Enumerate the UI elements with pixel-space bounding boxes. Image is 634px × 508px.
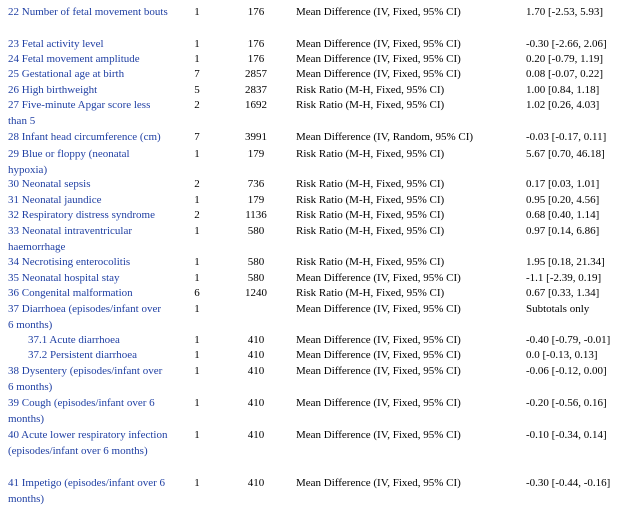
study-count: 2 — [194, 209, 200, 221]
participant-count: 410 — [247, 477, 265, 489]
participant-count: 1240 — [245, 287, 267, 299]
statistical-method: Mean Difference (IV, Fixed, 95% CI) — [296, 68, 461, 80]
statistical-method: Mean Difference (IV, Fixed, 95% CI) — [296, 303, 461, 315]
participant-count: 1136 — [245, 209, 267, 221]
effect-size: 5.67 [0.70, 46.18] — [526, 148, 605, 160]
outcome-name[interactable]: 31 Neonatal jaundice — [8, 194, 102, 206]
effect-size: -0.06 [-0.12, 0.00] — [526, 365, 607, 377]
effect-size: 1.70 [-2.53, 5.93] — [526, 6, 603, 18]
statistical-method: Risk Ratio (M-H, Fixed, 95% CI) — [296, 287, 445, 299]
study-count: 2 — [194, 99, 200, 111]
effect-size: -0.20 [-0.56, 0.16] — [526, 397, 607, 409]
participant-count: 736 — [247, 178, 265, 190]
participant-count: 176 — [247, 38, 265, 50]
study-count: 1 — [194, 349, 200, 361]
participant-count: 179 — [247, 194, 265, 206]
study-count: 2 — [194, 178, 200, 190]
statistical-method: Mean Difference (IV, Fixed, 95% CI) — [296, 53, 461, 65]
participant-count: 179 — [247, 148, 265, 160]
participant-count: 580 — [247, 225, 265, 237]
study-count: 1 — [194, 256, 200, 268]
study-count: 7 — [194, 131, 200, 143]
statistical-method: Mean Difference (IV, Fixed, 95% CI) — [296, 477, 461, 489]
outcome-name[interactable]: 38 Dysentery (episodes/infant over 6 months) — [8, 365, 163, 393]
outcome-name[interactable]: 35 Neonatal hospital stay — [8, 272, 120, 284]
outcome-name[interactable]: 30 Neonatal sepsis — [8, 178, 91, 190]
effect-size: 1.02 [0.26, 4.03] — [526, 99, 600, 111]
effect-size: 0.95 [0.20, 4.56] — [526, 194, 600, 206]
study-count: 6 — [194, 287, 200, 299]
effect-size: 0.67 [0.33, 1.34] — [526, 287, 600, 299]
outcome-name[interactable]: 22 Number of fetal movement bouts — [8, 6, 168, 18]
study-count: 1 — [194, 225, 200, 237]
participant-count: 2857 — [245, 68, 267, 80]
statistical-method: Risk Ratio (M-H, Fixed, 95% CI) — [296, 99, 445, 111]
study-count: 1 — [194, 38, 200, 50]
statistical-method: Risk Ratio (M-H, Fixed, 95% CI) — [296, 178, 445, 190]
participant-count: 580 — [247, 272, 265, 284]
study-count: 1 — [194, 6, 200, 18]
effect-size: -0.03 [-0.17, 0.11] — [526, 131, 607, 143]
outcome-name[interactable]: 33 Neonatal intraventricular haemorrhage — [8, 225, 133, 253]
effect-size: 1.95 [0.18, 21.34] — [526, 256, 605, 268]
effect-size: 0.68 [0.40, 1.14] — [526, 209, 600, 221]
study-count: 1 — [194, 272, 200, 284]
statistical-method: Risk Ratio (M-H, Fixed, 95% CI) — [296, 256, 445, 268]
statistical-method: Mean Difference (IV, Random, 95% CI) — [296, 131, 474, 143]
study-count: 1 — [194, 194, 200, 206]
statistical-method: Risk Ratio (M-H, Fixed, 95% CI) — [296, 194, 445, 206]
outcome-name[interactable]: 23 Fetal activity level — [8, 38, 104, 50]
outcome-name[interactable]: 29 Blue or floppy (neonatal hypoxia) — [8, 148, 130, 176]
outcome-name[interactable]: 25 Gestational age at birth — [8, 68, 125, 80]
effect-size: 0.97 [0.14, 6.86] — [526, 225, 600, 237]
study-count: 5 — [194, 84, 200, 96]
study-count: 1 — [194, 477, 200, 489]
effect-size: -1.1 [-2.39, 0.19] — [526, 272, 602, 284]
study-count: 1 — [194, 429, 200, 441]
statistical-method: Mean Difference (IV, Fixed, 95% CI) — [296, 38, 461, 50]
outcome-name[interactable]: 27 Five-minute Apgar score less than 5 — [8, 99, 151, 127]
statistical-method: Mean Difference (IV, Fixed, 95% CI) — [296, 429, 461, 441]
effect-size: -0.30 [-2.66, 2.06] — [526, 38, 607, 50]
participant-count: 410 — [247, 397, 265, 409]
effect-size: Subtotals only — [526, 303, 590, 315]
participant-count: 410 — [247, 349, 265, 361]
outcome-name[interactable]: 40 Acute lower respiratory infection (episodes/infant over 6 months) — [8, 429, 168, 457]
effect-size: 0.17 [0.03, 1.01] — [526, 178, 600, 190]
outcome-name[interactable]: 32 Respiratory distress syndrome — [8, 209, 155, 221]
statistical-method: Mean Difference (IV, Fixed, 95% CI) — [296, 397, 461, 409]
participant-count: 176 — [247, 6, 265, 18]
statistical-method: Mean Difference (IV, Fixed, 95% CI) — [296, 272, 461, 284]
effect-size: 0.0 [-0.13, 0.13] — [526, 349, 598, 361]
statistical-method: Mean Difference (IV, Fixed, 95% CI) — [296, 365, 461, 377]
outcome-name[interactable]: 34 Necrotising enterocolitis — [8, 256, 131, 268]
study-count: 1 — [194, 303, 200, 315]
outcome-name[interactable]: 41 Impetigo (episodes/infant over 6 months) — [8, 477, 166, 505]
outcome-name[interactable]: 37 Diarrhoea (episodes/infant over 6 months) — [8, 303, 162, 331]
outcome-name[interactable]: 28 Infant head circumference (cm) — [8, 131, 161, 143]
effect-size: 0.20 [-0.79, 1.19] — [526, 53, 603, 65]
study-count: 1 — [194, 365, 200, 377]
outcome-name[interactable]: 39 Cough (episodes/infant over 6 months) — [8, 397, 155, 425]
participant-count: 2837 — [245, 84, 267, 96]
study-count: 7 — [194, 68, 200, 80]
statistical-method: Risk Ratio (M-H, Fixed, 95% CI) — [296, 84, 445, 96]
statistical-method: Mean Difference (IV, Fixed, 95% CI) — [296, 334, 461, 346]
study-count: 1 — [194, 148, 200, 160]
statistical-method: Risk Ratio (M-H, Fixed, 95% CI) — [296, 225, 445, 237]
effect-size: -0.10 [-0.34, 0.14] — [526, 429, 607, 441]
participant-count: 410 — [247, 429, 265, 441]
participant-count: 1692 — [245, 99, 267, 111]
participant-count: 410 — [247, 365, 265, 377]
outcome-name[interactable]: 36 Congenital malformation — [8, 287, 133, 299]
study-count: 1 — [194, 397, 200, 409]
outcome-name[interactable]: 26 High birthweight — [8, 84, 98, 96]
participant-count: 3991 — [245, 131, 267, 143]
effect-size: 0.08 [-0.07, 0.22] — [526, 68, 603, 80]
participant-count: 580 — [247, 256, 265, 268]
effect-size: -0.40 [-0.79, -0.01] — [526, 334, 611, 346]
statistical-method: Mean Difference (IV, Fixed, 95% CI) — [296, 6, 461, 18]
statistical-method: Risk Ratio (M-H, Fixed, 95% CI) — [296, 209, 445, 221]
outcome-name[interactable]: 37.2 Persistent diarrhoea — [28, 349, 138, 361]
statistical-method: Risk Ratio (M-H, Fixed, 95% CI) — [296, 148, 445, 160]
outcome-name[interactable]: 37.1 Acute diarrhoea — [28, 334, 120, 346]
participant-count: 410 — [247, 334, 265, 346]
effect-size: 1.00 [0.84, 1.18] — [526, 84, 600, 96]
participant-count: 176 — [247, 53, 265, 65]
study-count: 1 — [194, 53, 200, 65]
statistical-method: Mean Difference (IV, Fixed, 95% CI) — [296, 349, 461, 361]
study-count: 1 — [194, 334, 200, 346]
outcome-name[interactable]: 24 Fetal movement amplitude — [8, 53, 140, 65]
effect-size: -0.30 [-0.44, -0.16] — [526, 477, 611, 489]
